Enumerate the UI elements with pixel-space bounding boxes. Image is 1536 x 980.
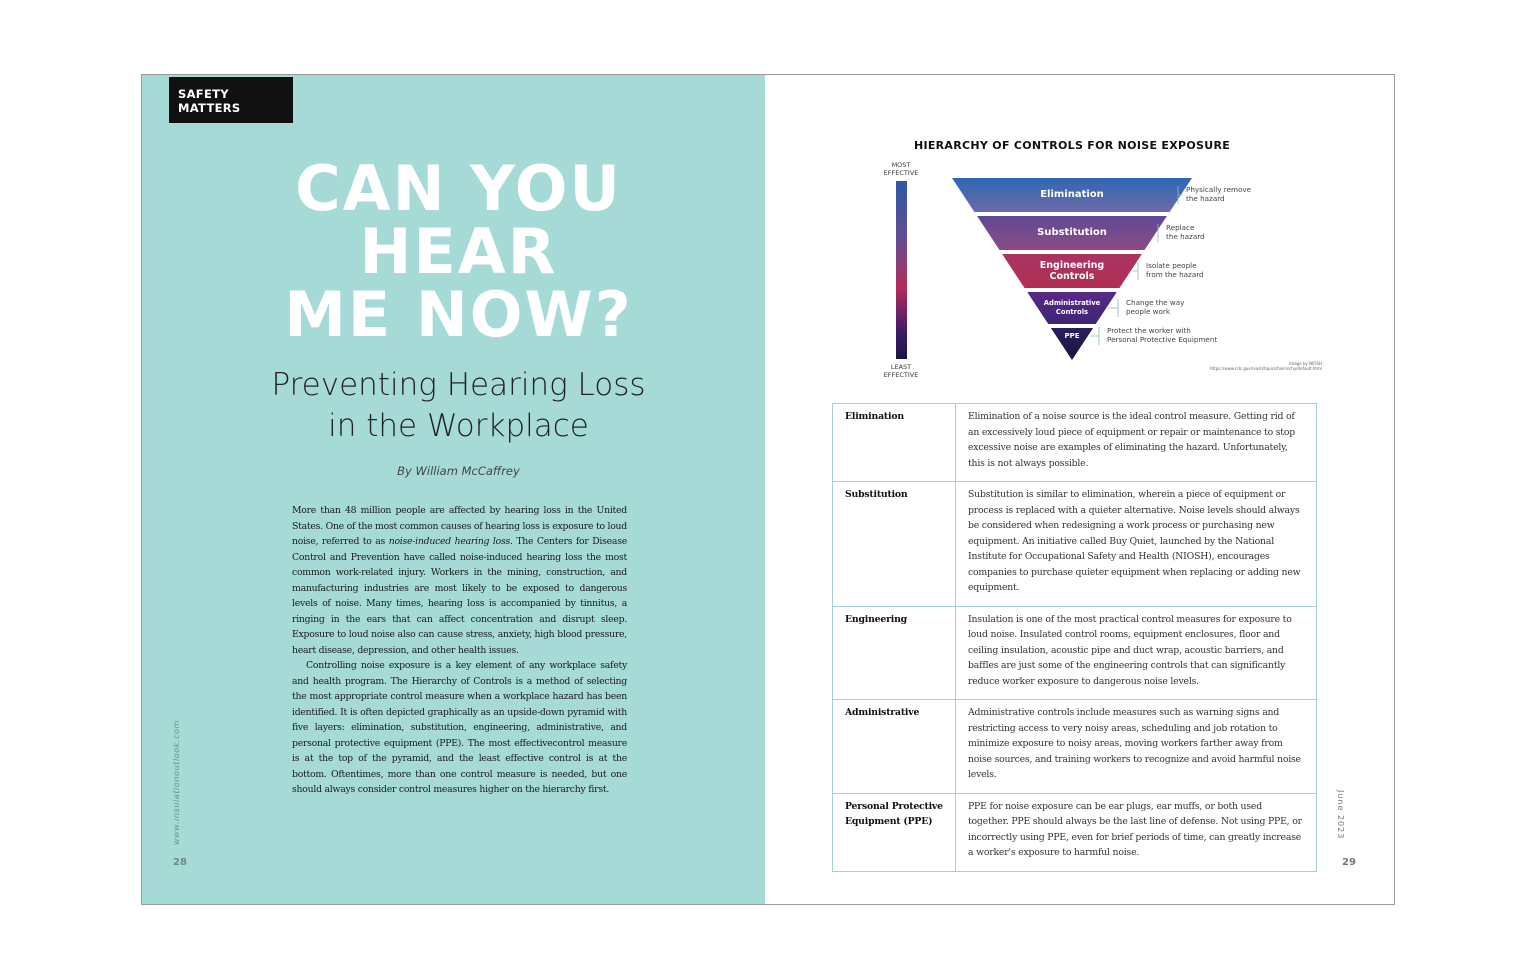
byline: By William McCaffrey [397, 464, 520, 478]
text-run: More than 48 million people are affected by hearing loss in the United States. One of the most common causes of hearing loss is exposure to loud noise, referred to as [292, 505, 627, 547]
tier-note [1126, 299, 1184, 316]
text-run: Controlling noise exposure is a key element of any workplace safety and health program. The Hierarchy of Controls is a method of selecting the most appropriate control measure when a workplace hazard has been identified. It is often depicted graphically as an upside-down pyramid with five layers: elimination, substitution, engineering, administrative, and personal protective equipment (PPE). The most effectivecontrol measure is at the top of the pyramid, and the least effective control is at the bottom. Oftentimes, more than one control measure is needed, but one should always consider control measures higher on the hierarchy first. [292, 660, 627, 795]
tier-note-line: people work [1126, 306, 1171, 316]
tier-note-line: Personal Protective Equipment [1107, 334, 1218, 344]
tier-label-line: Elimination [1040, 189, 1104, 200]
left-page [142, 75, 765, 904]
subhead-line: Preventing Hearing Loss [271, 367, 646, 403]
page-number-right: 29 [1342, 857, 1356, 868]
section-tag-label: SAFETY MATTERS [178, 87, 241, 115]
tier-label-line: Substitution [1037, 227, 1107, 238]
table-row [833, 606, 1317, 700]
tier-label-line: Administrative [1043, 299, 1101, 308]
effectiveness-scale-bar [896, 181, 907, 359]
headline-line: HEAR [359, 215, 558, 288]
tier-note-line: Change the way [1126, 298, 1185, 307]
text-run: . The Centers for Disease Control and Prevention have called noise-induced hearing loss the most common work-related injury. Workers in the mining, construction, and manufacturing industries are most likely to be exposed to dangerous levels of noise. Many times, hearing loss is accompanied by tinnitus, a ringing in the ears that can affect concentration and disrupt sleep. Exposure to loud noise also can cause stress, anxiety, high blood pressure, heart disease, depression, and other health issues. [292, 536, 627, 656]
table-row [833, 793, 1317, 871]
control-term: Engineering [833, 606, 956, 700]
tier-note [1186, 186, 1251, 203]
tier-note-line: Protect the worker with [1107, 326, 1191, 335]
subhead [142, 365, 775, 447]
issue-date: June 2023 [1336, 790, 1345, 840]
control-description: Substitution is similar to elimination, wherein a piece of equipment or process is replaced with a quieter alternative. Noise levels should always be considered when redesigning a work process or purchasing new equipment. An initiative called Buy Quiet, launched by the National Institute for Occupational Safety and Health (NIOSH), encourages companies to purchase quieter equipment when replacing or adding new equipment. [956, 482, 1317, 607]
scale-top-label [876, 162, 926, 177]
tier-label-line: PPE [1064, 331, 1080, 340]
control-term: Substitution [833, 482, 956, 607]
table-row [833, 482, 1317, 607]
section-tag [169, 77, 293, 123]
control-description: Insulation is one of the most practical control measures for exposure to loud noise. Insulated control rooms, equipment enclosures, floor and ceiling insulation, acoustic pipe and duct wrap, acoustic barriers, and baffles are just some of the engineering controls that can significantly reduce worker exposure to dangerous noise levels. [956, 606, 1317, 700]
tier-note-line: Replace [1166, 223, 1195, 232]
article-body [292, 503, 627, 798]
credit-line: https://www.cdc.gov/niosh/topics/hierarchy/default.html [1210, 366, 1322, 371]
website-url: www.insulationoutlook.com [172, 719, 181, 845]
headline [142, 152, 775, 351]
scale-bottom-line: LEAST [890, 363, 912, 371]
tier-note-line: from the hazard [1146, 269, 1204, 279]
body-paragraph [292, 503, 627, 658]
table-row [833, 404, 1317, 482]
page-number-left: 28 [173, 857, 187, 868]
figure-title: HIERARCHY OF CONTROLS FOR NOISE EXPOSURE [913, 139, 1231, 152]
tier-note-line: the hazard [1166, 231, 1205, 241]
subhead-line: in the Workplace [328, 408, 589, 444]
control-description: Administrative controls include measures such as warning signs and restricting access to very noisy areas, scheduling and job rotation to minimize exposure to noisy areas, moving workers farther away from noise sources, and training workers to recognize and avoid harmful noise levels. [956, 700, 1317, 794]
scale-top-line: EFFECTIVE [883, 168, 919, 177]
control-description: Elimination of a noise source is the ideal control measure. Getting rid of an excessively loud piece of equipment or repair or maintenance to stop excessive noise are examples of eliminating the hazard. Unfortunately, this is not always possible. [956, 404, 1317, 482]
tier-label [992, 260, 1152, 283]
control-term: Administrative [833, 700, 956, 794]
control-description: PPE for noise exposure can be ear plugs, ear muffs, or both used together. PPE should always be the last line of defense. Not using PPE, or incorrectly using PPE, even for brief periods of time, can greatly increase a worker's exposure to harmful noise. [956, 793, 1317, 871]
scale-bottom-line: EFFECTIVE [883, 370, 919, 379]
tier-label [992, 227, 1152, 239]
tier-note [1166, 224, 1205, 241]
tier-label-line: Engineering [1039, 259, 1105, 271]
image-credit [1152, 361, 1322, 371]
controls-table [832, 403, 1317, 872]
tier-note-line: Physically remove [1186, 185, 1252, 194]
table-row [833, 700, 1317, 794]
control-term: Personal Protective Equipment (PPE) [833, 793, 956, 871]
tier-note-line: Isolate people [1146, 261, 1197, 270]
control-term: Elimination [833, 404, 956, 482]
body-paragraph [292, 658, 627, 798]
tier-label-line: Controls [1049, 271, 1095, 282]
italic-term: noise-induced hearing loss [388, 536, 511, 547]
headline-line: ME NOW? [284, 278, 633, 351]
credit-line: Image by NIOSH [1289, 361, 1322, 366]
tier-label-line: Controls [1055, 307, 1089, 316]
tier-note [1107, 327, 1217, 344]
headline-line: CAN YOU [295, 152, 622, 225]
scale-top-line: MOST [891, 161, 911, 169]
magazine-spread [141, 74, 1395, 905]
scale-bottom-label [876, 364, 926, 379]
tier-note [1146, 262, 1204, 279]
tier-note-line: the hazard [1186, 193, 1225, 203]
tier-label [992, 189, 1152, 201]
